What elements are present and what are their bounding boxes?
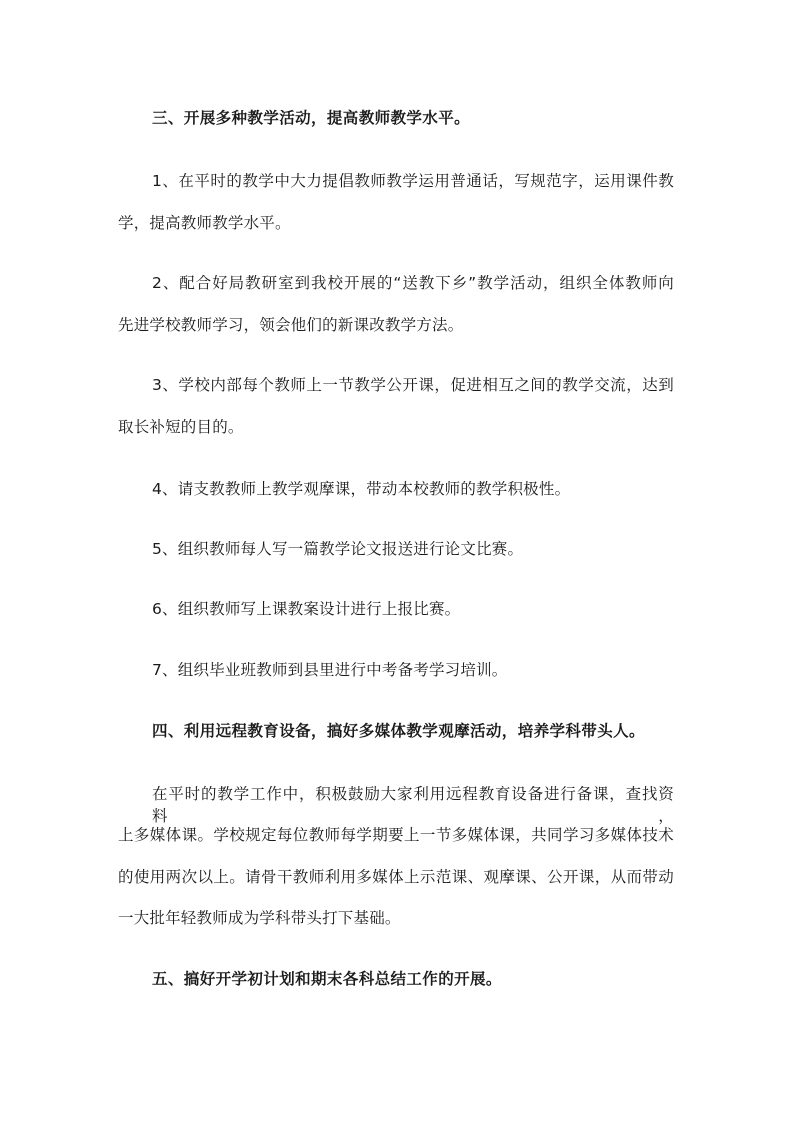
section-4-heading: 四、利用远程教育设备，搞好多媒体教学观摩活动，培养学科带头人。 <box>152 722 645 740</box>
item-1-line-1: 1、在平时的教学中大力提倡教师教学运用普通话，写规范字，运用课件教 <box>152 172 674 190</box>
item-2-line-1: 2、配合好局教研室到我校开展的“送教下乡”教学活动，组织全体教师向 <box>152 274 674 292</box>
item-1-line-2: 学，提高教师教学水平。 <box>118 214 291 232</box>
section-4-para-line-1: 在平时的教学工作中，积极鼓励大家利用远程教育设备进行备课，查找资料， <box>152 785 674 825</box>
section-4-para-line-3: 的使用两次以上。请骨干教师利用多媒体上示范课、观摩课、公开课，从而带动 <box>118 868 674 886</box>
section-4-para-line-4: 一大批年轻教师成为学科带头打下基础。 <box>118 909 401 927</box>
section-4-para-line-2: 上多媒体课。学校规定每位教师每学期要上一节多媒体课，共同学习多媒体技术 <box>118 826 674 844</box>
section-5-heading: 五、搞好开学初计划和期末各科总结工作的开展。 <box>152 970 502 988</box>
section-3-heading: 三、开展多种教学活动，提高教师教学水平。 <box>152 109 471 127</box>
item-3-line-1: 3、学校内部每个教师上一节教学公开课，促进相互之间的教学交流，达到 <box>152 376 674 394</box>
item-5: 5、组织教师每人写一篇教学论文报送进行论文比赛。 <box>152 540 524 558</box>
item-2-line-2: 先进学校教师学习，领会他们的新课改教学方法。 <box>118 316 464 334</box>
item-3-line-2: 取长补短的目的。 <box>118 418 244 436</box>
item-4: 4、请支教教师上教学观摩课，带动本校教师的教学积极性。 <box>152 480 571 498</box>
item-6: 6、组织教师写上课教案设计进行上报比赛。 <box>152 600 461 618</box>
item-7: 7、组织毕业班教师到县里进行中考备考学习培训。 <box>152 661 508 679</box>
